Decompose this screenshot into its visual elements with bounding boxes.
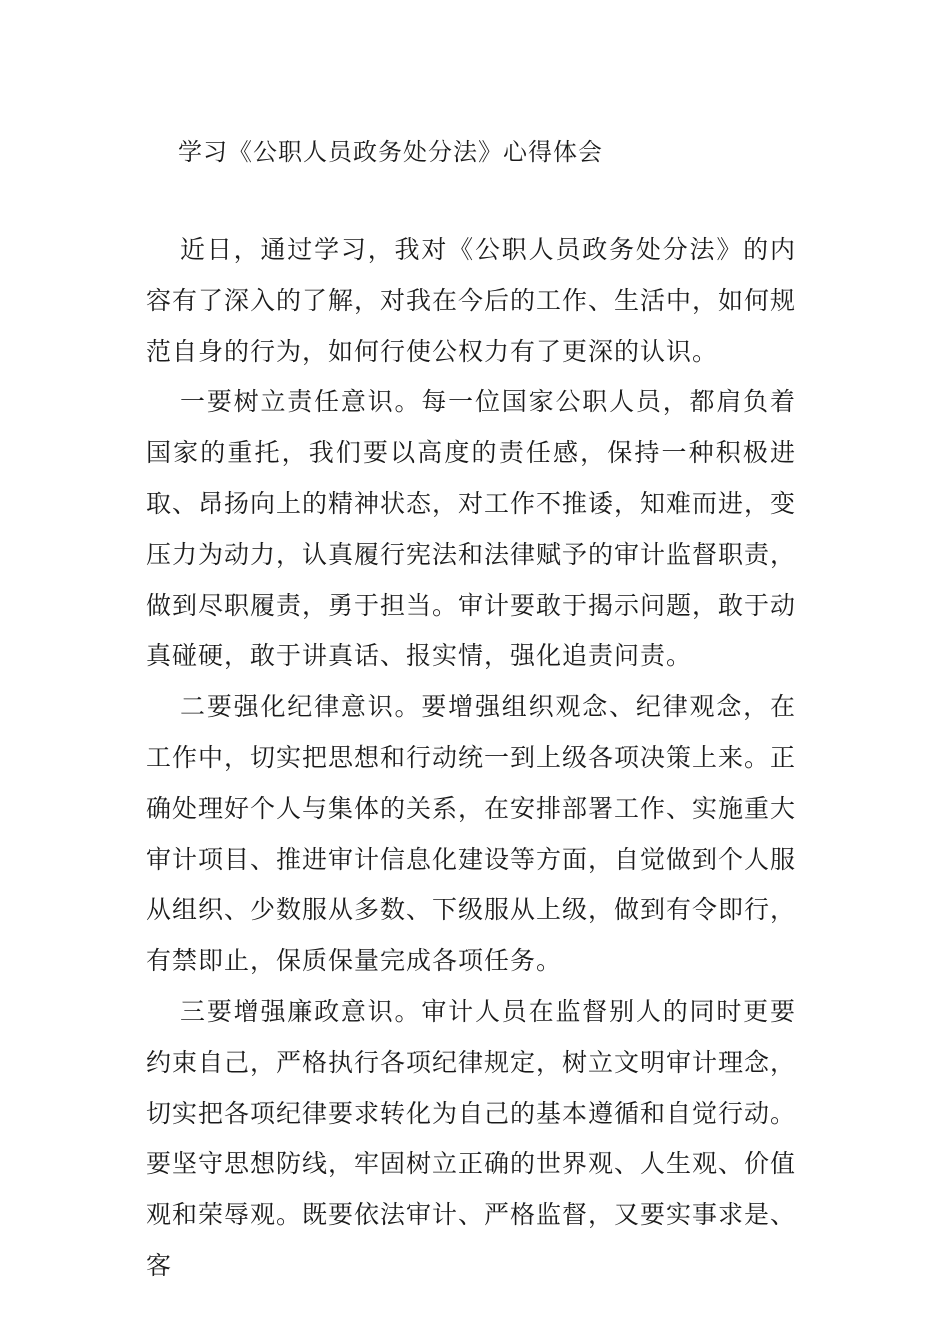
paragraph-intro: 近日，通过学习，我对《公职人员政务处分法》的内容有了深入的了解，对我在今后的工作、生活中，如何规范自身的行为，如何行使公权力有了更深的认识。	[146, 235, 797, 366]
document-body	[146, 225, 796, 1292]
paragraph-discipline: 二要强化纪律意识。要增强组织观念、纪律观念，在工作中，切实把思想和行动统一到上级各项决策上来。正确处理好个人与集体的关系，在安排部署工作、实施重大审计项目、推进审计信息化建设等方面，自觉做到个人服从组织、少数服从多数、下级服从上级，做到有令即行，有禁即止，保质保量完成各项任务。	[146, 692, 797, 976]
document-title: 学习《公职人员政务处分法》心得体会	[178, 138, 603, 166]
paragraph-responsibility: 一要树立责任意识。每一位国家公职人员，都肩负着国家的重托，我们要以高度的责任感，保持一种积极进取、昂扬向上的精神状态，对工作不推诿，知难而进，变压力为动力，认真履行宪法和法律赋予的审计监督职责，做到尽职履责，勇于担当。审计要敢于揭示问题，敢于动真碰硬，敢于讲真话、报实情，强化追责问责。	[146, 387, 797, 671]
paragraph-integrity: 三要增强廉政意识。审计人员在监督别人的同时更要约束自己，严格执行各项纪律规定，树立文明审计理念，切实把各项纪律要求转化为自己的基本遵循和自觉行动。要坚守思想防线，牢固树立正确的世界观、人生观、价值观和荣辱观。既要依法审计、严格监督，又要实事求是、客	[146, 996, 797, 1280]
